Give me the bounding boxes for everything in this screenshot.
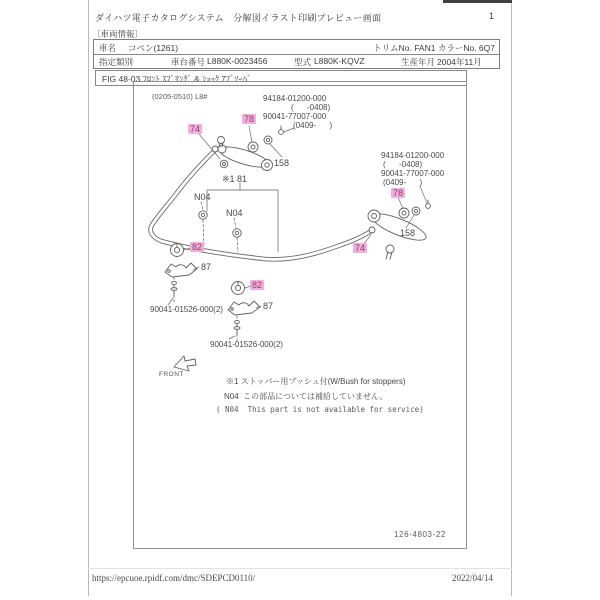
figure-title: FIG 48-03 ﾌﾛﾝﾄ ｽﾌﾟﾘﾝｸﾞ & ｼｮｯｸ ｱﾌﾞｿｰﾊﾞ: [102, 74, 252, 84]
cushion-top-shape: [248, 142, 258, 152]
callout-78-top: 78: [244, 114, 255, 124]
callout-n04-b: N04: [226, 208, 243, 218]
callout-74-left: 74: [190, 124, 201, 134]
car-name-value: コペン(1261): [128, 43, 179, 53]
note-n04-english: ( N04 This part is not available for service): [216, 405, 424, 414]
model-label: 型式: [294, 57, 312, 67]
production-label: 生産年月: [401, 57, 436, 67]
washer-right-shape: [412, 207, 420, 215]
model-value: L880K-KQVZ: [314, 56, 365, 66]
callout-n04-a: N04: [194, 192, 211, 202]
callout-87-left: 87: [201, 262, 212, 272]
part-number-range: ( -0408): [291, 103, 331, 112]
callout-74-right: 74: [355, 243, 366, 253]
part-number-block-top: [263, 94, 332, 130]
part-number-block-right: [381, 151, 444, 187]
part-number: 94184-01200-000: [381, 151, 445, 160]
part-number: 90041-77007-000: [263, 112, 327, 121]
class-label: 指定類別: [99, 57, 134, 67]
callout-158-right: 158: [400, 228, 416, 238]
n04-bushing-a-shape: [199, 211, 207, 219]
chassis-value: L880K-0023456: [207, 56, 268, 66]
vehicle-info-section-label: 〔車両情報〕: [92, 29, 144, 39]
washer-top-shape: [264, 136, 272, 144]
front-arrow-icon: [174, 356, 196, 371]
footer-date: 2022/04/14: [452, 573, 494, 583]
note-n04-japanese: N04 この部品については補給していません。: [224, 392, 388, 401]
applicability-note: (0205-0510) L8#: [152, 92, 208, 101]
bolt-part-number-left: 90041-01526-000(2): [150, 305, 223, 314]
page-number: 1: [489, 11, 495, 21]
callout-82-left: 82: [192, 242, 203, 252]
callout-78-right: 78: [393, 188, 404, 198]
part-number-range: (0409- ): [383, 178, 423, 187]
callout-82-right: 82: [252, 280, 263, 290]
page-title: ダイハツ電子カタログシステム 分解図イラスト印刷プレビュー画面: [95, 13, 382, 23]
part-number: 90041-77007-000: [381, 169, 445, 178]
production-value: 2004年11月: [437, 57, 482, 67]
note-stopper-bush: ※1 ストッパー用ブッシュ付(W/Bush for stoppers): [226, 377, 406, 386]
chassis-label: 車台番号: [171, 57, 206, 67]
part-number-range: (0409- ): [293, 121, 333, 130]
car-name-label: 車名: [99, 43, 117, 53]
n04-bushing-b-shape: [233, 229, 241, 237]
bolt-right-shape: [234, 316, 240, 342]
bolt-part-number-right: 90041-01526-000(2): [210, 340, 283, 349]
trim-color-info: トリムNo. FAN1 カラーNo. 6Q7: [373, 43, 495, 53]
callout-158-top: 158: [274, 158, 290, 168]
part-number-range: ( -0408): [383, 160, 423, 169]
front-direction-label: FRONT: [159, 371, 184, 378]
drawing-number: 126-4803-22: [394, 530, 446, 539]
callout-81-bar: ※1 81: [222, 174, 248, 184]
callout-87-right: 87: [263, 301, 274, 311]
footer-url: https://epcuoe.rpidf.com/dmc/SDEPCD0110/: [92, 573, 256, 583]
cushion-right-shape: [399, 208, 409, 218]
part-number: 94184-01200-000: [263, 94, 327, 103]
